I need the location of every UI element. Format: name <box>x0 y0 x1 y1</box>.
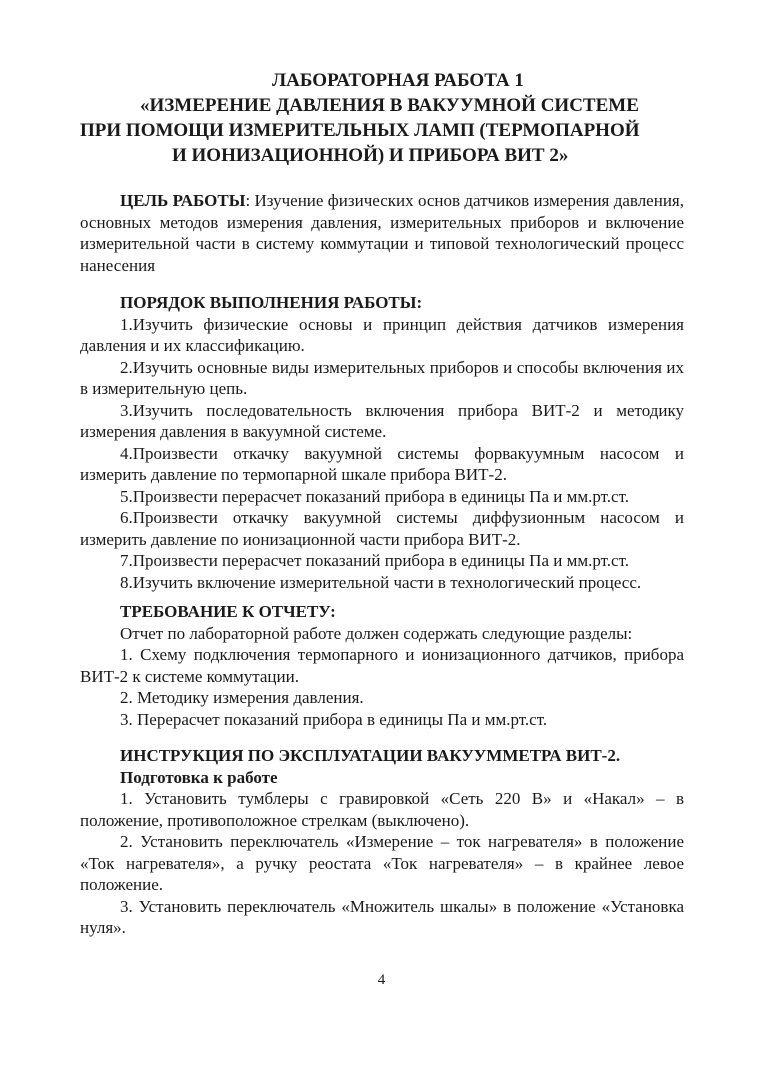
report-item-2: 2. Методику измерения давления. <box>120 688 364 707</box>
procedure-item-2: 2.Изучить основные виды измерительных приборов и способы включения их в измерительную цепь. <box>80 357 684 398</box>
report-section <box>80 601 684 730</box>
procedure-section <box>80 292 684 593</box>
title-line-4: И ИОНИЗАЦИОННОЙ) И ПРИБОРА ВИТ 2» <box>172 145 569 166</box>
report-intro: Отчет по лабораторной работе должен содержать следующие разделы: <box>120 623 633 643</box>
report-item-3: 3. Перерасчет показаний прибора в единицы Па и мм.рт.ст. <box>120 709 548 729</box>
title-line-2: «ИЗМЕРЕНИЕ ДАВЛЕНИЯ В ВАКУУМНОЙ СИСТЕМЕ <box>140 95 639 116</box>
procedure-heading: ПОРЯДОК ВЫПОЛНЕНИЯ РАБОТЫ: <box>120 293 423 312</box>
procedure-item-1: 1.Изучить физические основы и принцип действия датчиков измерения давления и их классификацию. <box>80 314 684 355</box>
goal-paragraph <box>80 190 684 276</box>
procedure-item-6: 6.Произвести откачку вакуумной системы диффузионным насосом и измерить давление по ионизационной части прибора ВИТ-2. <box>80 508 684 549</box>
report-heading: ТРЕБОВАНИЕ К ОТЧЕТУ: <box>120 602 336 621</box>
goal-section <box>80 190 684 276</box>
procedure-item-4: 4.Произвести откачку вакуумной системы форвакуумным насосом и измерить давление по термопарной шкале прибора ВИТ-2. <box>80 443 684 484</box>
procedure-item-5: 5.Произвести перерасчет показаний прибора в единицы Па и мм.рт.ст. <box>120 486 629 506</box>
page-number: 4 <box>377 972 386 988</box>
instructions-heading: ИНСТРУКЦИЯ ПО ЭКСПЛУАТАЦИИ ВАКУУММЕТРА ВИТ-2. <box>120 746 621 765</box>
instructions-subheading: Подготовка к работе <box>120 767 278 787</box>
instructions-item-3: 3. Установить переключатель «Множитель шкалы» в положение «Установка нуля». <box>80 896 684 937</box>
report-item-1: 1. Схему подключения термопарного и ионизационного датчиков, прибора ВИТ-2 к системе коммутации. <box>80 645 684 686</box>
instructions-item-2: 2. Установить переключатель «Измерение – ток нагревателя» в положение «Ток нагревателя», а ручку реостата «Ток нагревателя» – в крайнее левое положение. <box>80 832 684 894</box>
title-line-3: ПРИ ПОМОЩИ ИЗМЕРИТЕЛЬНЫХ ЛАМП (ТЕРМОПАРНОЙ <box>80 120 640 141</box>
title-line-1: ЛАБОРАТОРНАЯ РАБОТА 1 <box>272 70 524 91</box>
goal-label: ЦЕЛЬ РАБОТЫ <box>120 191 246 210</box>
instructions-item-1: 1. Установить тумблеры с гравировкой «Сеть 220 В» и «Накал» – в положение, противоположное стрелкам (выключено). <box>80 789 684 830</box>
procedure-item-8: 8.Изучить включение измерительной части в технологический процесс. <box>120 572 642 592</box>
instructions-section <box>80 745 684 939</box>
procedure-item-7: 7.Произвести перерасчет показаний прибора в единицы Па и мм.рт.ст. <box>120 551 629 570</box>
goal-text: : Изучение физических основ датчиков измерения давления, основных методов измерения давления, измерительных приборов и включение измерительной части в систему коммутации и типовой технологический процесс нанесения <box>80 191 684 275</box>
procedure-item-3: 3.Изучить последовательность включения прибора ВИТ-2 и методику измерения давления в вакуумной системе. <box>80 400 684 441</box>
